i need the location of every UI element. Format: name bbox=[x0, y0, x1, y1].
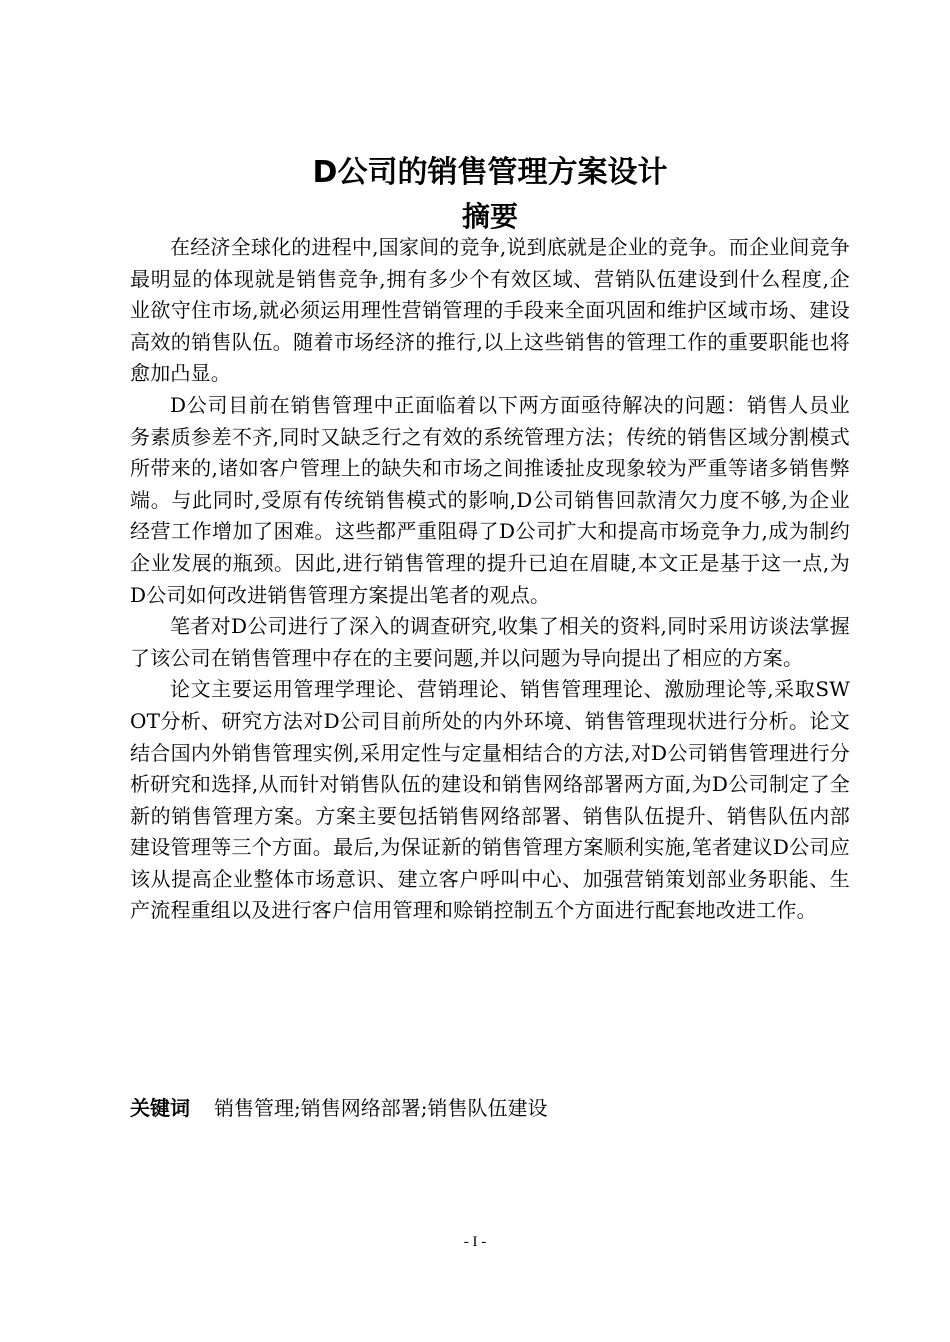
keywords-line bbox=[130, 1093, 850, 1124]
document-title: D公司的销售管理方案设计 bbox=[312, 155, 668, 190]
abstract-paragraph: 论文主要运用管理学理论、营销理论、销售管理理论、激励理论等,采取SWOT分析、研究方法对D公司目前所处的内外环境、销售管理现状进行分析。论文结合国内外销售管理实例,采用定性与定量相结合的方法,对D公司销售管理进行分析研究和选择,从而针对销售队伍的建设和销售网络部署两方面,为D公司制定了全新的销售管理方案。方案主要包括销售网络部署、销售队伍提升、销售队伍内部建设管理等三个方面。最后,为保证新的销售管理方案顺利实施,笔者建议D公司应该从提高企业整体市场意识、建立客户呼叫中心、加强营销策划部业务职能、生产流程重组以及进行客户信用管理和赊销控制五个方面进行配套地改进工作。 bbox=[130, 677, 850, 923]
abstract-paragraph: D公司目前在销售管理中正面临着以下两方面亟待解决的问题：销售人员业务素质参差不齐,同时又缺乏行之有效的系统管理方法；传统的销售区域分割模式所带来的,诸如客户管理上的缺失和市场之间推诿扯皮现象较为严重等诸多销售弊端。与此同时,受原有传统销售模式的影响,D公司销售回款清欠力度不够,为企业经营工作增加了困难。这些都严重阻碍了D公司扩大和提高市场竞争力,成为制约企业发展的瓶颈。因此,进行销售管理的提升已迫在眉睫,本文正是基于这一点,为D公司如何改进销售管理方案提出笔者的观点。 bbox=[130, 392, 850, 607]
abstract-body bbox=[130, 232, 850, 927]
abstract-paragraph: 在经济全球化的进程中,国家间的竞争,说到底就是企业的竞争。而企业间竞争最明显的体现就是销售竞争,拥有多少个有效区域、营销队伍建设到什么程度,企业欲守住市场,就必须运用理性营销管理的手段来全面巩固和维护区域市场、建设高效的销售队伍。随着市场经济的推行,以上这些销售的管理工作的重要职能也将愈加凸显。 bbox=[130, 235, 850, 386]
abstract-heading: 摘要 bbox=[461, 200, 518, 233]
abstract-paragraph: 笔者对D公司进行了深入的调查研究,收集了相关的资料,同时采用访谈法掌握了该公司在销售管理中存在的主要问题,并以问题为导向提出了相应的方案。 bbox=[130, 614, 850, 670]
page-number: - I - bbox=[463, 1234, 487, 1250]
keywords-label: 关键词 bbox=[130, 1096, 190, 1120]
keywords-value: 销售管理;销售网络部署;销售队伍建设 bbox=[214, 1096, 548, 1120]
